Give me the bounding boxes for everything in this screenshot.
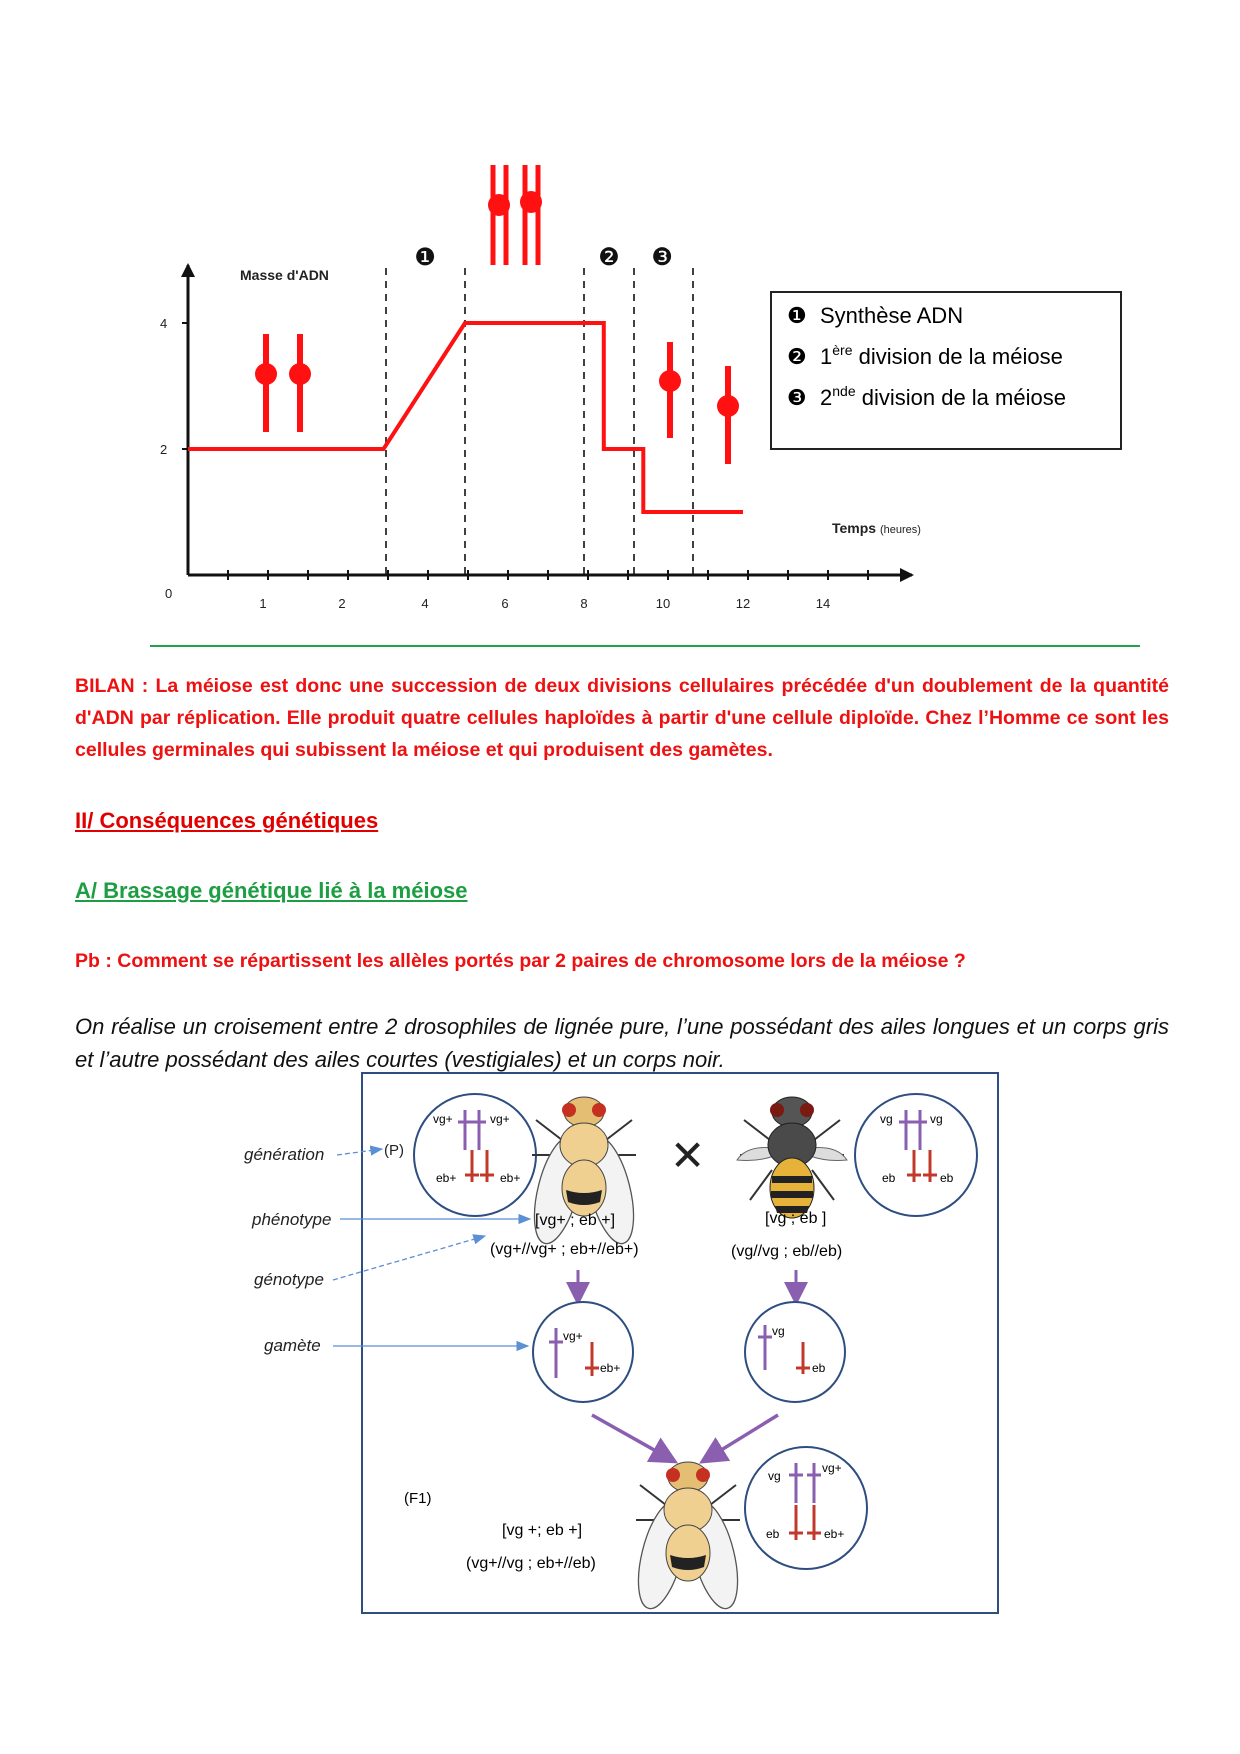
svg-text:eb+: eb+ (824, 1527, 845, 1541)
section-heading-genetic-shuffling: A/ Brassage génétique lié à la méiose (75, 878, 468, 903)
x-tick-label-8: 8 (580, 596, 588, 611)
intro-paragraph: On réalise un croisement entre 2 drosophiles de lignée pure, l’une possédant des ailes longues et un corps gris et l’autre possédant des ailes courtes (vestigiales) et un corps noir. (75, 1014, 1169, 1072)
bilan-paragraph: BILAN : La méiose est donc une succession de deux divisions cellulaires précédée d'un doublement de la quantité d'ADN par réplication. Elle produit quatre cellules haploïdes à partir d'une cellule diploïde. Chez l’Homme ce sont les cellules germinales qui subissent la méiose et qui produisent des gamètes. (75, 675, 1169, 761)
label-phenotype: phénotype (252, 1210, 332, 1229)
parent2-chromosomes (855, 1094, 977, 1216)
svg-text:vg: vg (768, 1469, 781, 1483)
svg-text:❶: ❶ (787, 303, 807, 328)
f1-genotype: (vg+//vg ; eb+//eb) (466, 1555, 596, 1572)
y-tick-label-2: 2 (160, 442, 168, 457)
f1-phenotype: [vg +; eb +] (502, 1522, 583, 1539)
svg-text:vg: vg (930, 1112, 943, 1126)
label-generation: génération (244, 1145, 325, 1164)
parent2-phenotype: [vg ; eb ] (765, 1210, 827, 1227)
phase-marker-3: ❸ (651, 244, 673, 271)
svg-text:eb+: eb+ (500, 1171, 521, 1185)
x-tick-label-6: 6 (501, 596, 509, 611)
svg-text:vg: vg (880, 1112, 893, 1126)
label-gamete: gamète (264, 1336, 321, 1355)
problem-statement: Pb : Comment se répartissent les allèles portés par 2 paires de chromosome lors de la méiose ? (75, 950, 966, 972)
y-axis-label: Masse d'ADN (240, 267, 329, 283)
svg-text:Synthèse ADN: Synthèse ADN (820, 303, 964, 328)
parent1-phenotype: [vg+ ; eb +] (535, 1212, 616, 1229)
f1-label: (F1) (404, 1490, 432, 1507)
svg-text:❸: ❸ (787, 385, 807, 410)
label-genotype: génotype (254, 1270, 324, 1289)
x-tick-label-14: 14 (815, 596, 831, 611)
cross-symbol: ✕ (670, 1132, 706, 1179)
phase-marker-2: ❷ (598, 244, 620, 271)
x-tick-label-1: 1 (259, 596, 267, 611)
svg-text:eb+: eb+ (600, 1361, 621, 1375)
p-label: (P) (384, 1142, 404, 1159)
f1-chromosomes (745, 1447, 867, 1569)
x-tick-label-12: 12 (735, 596, 751, 611)
gamete2-chromosomes (745, 1302, 845, 1402)
svg-text:2nde division de la méiose: 2nde division de la méiose (820, 383, 1066, 410)
y-tick-label-0: 0 (165, 586, 173, 601)
svg-text:vg: vg (772, 1324, 785, 1338)
svg-text:eb: eb (882, 1171, 896, 1185)
svg-text:eb: eb (766, 1527, 780, 1541)
svg-text:1ère division de la méiose: 1ère division de la méiose (820, 342, 1063, 369)
svg-text:vg+: vg+ (822, 1461, 842, 1475)
gamete1-chromosomes (533, 1302, 633, 1402)
parent1-chromosomes (414, 1094, 536, 1216)
x-tick-label-4: 4 (421, 596, 429, 611)
y-tick-label-4: 4 (160, 316, 168, 331)
x-tick-label-10: 10 (655, 596, 671, 611)
section-heading-genetic-consequences: II/ Conséquences génétiques (75, 808, 379, 833)
svg-text:eb: eb (812, 1361, 826, 1375)
x-axis-label: Temps (heures) (832, 520, 921, 536)
x-tick-label-2: 2 (338, 596, 346, 611)
svg-text:eb+: eb+ (436, 1171, 457, 1185)
svg-text:vg+: vg+ (490, 1112, 510, 1126)
svg-text:eb: eb (940, 1171, 954, 1185)
phase-marker-1: ❶ (414, 244, 436, 271)
parent1-genotype: (vg+//vg+ ; eb+//eb+) (490, 1241, 639, 1258)
svg-text:vg+: vg+ (563, 1329, 583, 1343)
parent2-genotype: (vg//vg ; eb//eb) (731, 1243, 843, 1260)
svg-text:❷: ❷ (787, 344, 807, 369)
svg-text:vg+: vg+ (433, 1112, 453, 1126)
